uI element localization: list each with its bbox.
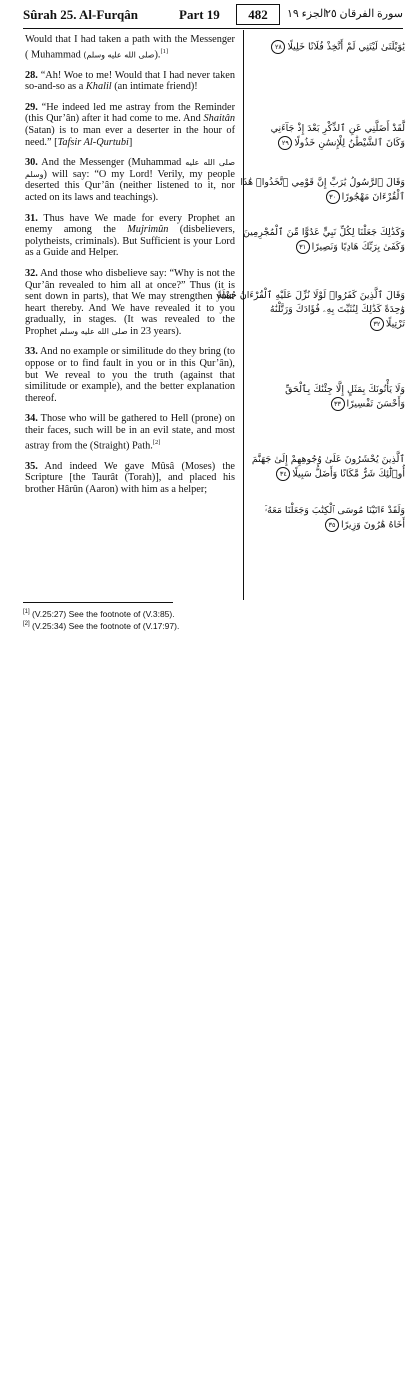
ayah-number-marker: ٢٩ (278, 136, 292, 150)
ayah-number-marker: ٣٠ (326, 190, 340, 204)
ayah-number-marker: ٢٨ (271, 40, 285, 54)
verse-translation (25, 70, 235, 93)
verse-text: (an intimate friend)! (111, 81, 198, 93)
arabic-line-text: أُو۟لَٰٓئِكَ شَرٌّ مَّكَانًا وَأَضَلُّ سَبِيلًا (292, 468, 405, 480)
arabic-line (250, 453, 405, 467)
arabic-line (250, 190, 405, 205)
arabic-line-text: وَلَا يَأْتُونَكَ بِمَثَلٍ إِلَّا جِئْنَٰكَ بِٱلْحَقِّ (285, 384, 405, 395)
footnote (23, 607, 403, 619)
arabic-line-text: تَرْتِيلًا (385, 318, 405, 330)
verse-translation (25, 34, 235, 61)
verse-number: 34. (25, 413, 38, 425)
ayah-number-marker: ٣٣ (331, 397, 345, 411)
arabic-line-text: وَٰحِدَةً كَذَٰلِكَ لِنُثَبِّتَ بِهِۦ فُؤَادَكَ وَرَتَّلْنَٰهُ (269, 304, 405, 315)
verse-text: Those who will be gathered to Hell (prone) on their faces, such will be in an evil state, and most astray from the (Straight) Path. (25, 413, 235, 452)
verse-text: ) will say: “O my Lord! Verily, my people deserted this Qur’ân (neither listened to it, nor acted on its laws and teachings). (25, 168, 235, 203)
arabic-verse (250, 453, 405, 482)
verse-number: 33. (25, 346, 38, 358)
verse-text: And those who disbelieve say: “Why is not the Qur’ân revealed to him all at once?” Thus (it is sent down in parts), that We may strengthen your heart thereby. And We have revealed it to you gradually, in stages. (It was revealed to the Prophet (25, 267, 235, 337)
arabic-line (250, 467, 405, 482)
verse-translation (25, 461, 235, 496)
arabic-line-text: وَكَذَٰلِكَ جَعَلْنَا لِكُلِّ نَبِيٍّ عَدُوًّا مِّنَ ٱلْمُجْرِمِينَ (243, 227, 405, 238)
verse-text: Khalil (85, 81, 112, 93)
verse-text: ] (128, 136, 133, 148)
footnote-text: (V.25:27) See the footnote of (V.3:85). (29, 608, 175, 619)
arabic-line-text: يَٰوَيْلَتَىٰ لَيْتَنِي لَمْ أَتَّخِذْ فُلَانًا خَلِيلًا (287, 41, 405, 53)
arabic-line (250, 504, 405, 518)
verse-translation (25, 268, 235, 338)
arabic-line (217, 289, 405, 303)
verse-text: Tafsir Al-Qurtubi (57, 136, 129, 148)
arabic-line (250, 303, 405, 317)
verse-translation (25, 413, 235, 451)
footnote (23, 619, 403, 631)
verse-text: “He indeed led me astray from the Reminder (this Qur’ân) after it had come to me. And (25, 101, 235, 125)
arabic-line (250, 136, 405, 151)
arabic-line-text: ٱلَّذِينَ يُحْشَرُونَ عَلَىٰ وُجُوهِهِمْ إِلَىٰ جَهَنَّمَ (251, 454, 405, 465)
arabic-line (250, 397, 405, 412)
verse-text: And the Messenger (Muhammad (37, 157, 186, 169)
part-label: Part 19 (179, 7, 220, 22)
verse-text: Mujrimûn (127, 224, 169, 236)
header-rule (23, 28, 403, 29)
arabic-line (240, 176, 405, 190)
arabic-line-text: وَقَالَ ٱلرَّسُولُ يَٰرَبِّ إِنَّ قَوْمِي ٱتَّخَذُوا۟ هَٰذَا (240, 177, 405, 188)
footnote-rule (23, 602, 173, 603)
verse-translation (25, 157, 235, 203)
arabic-line (250, 317, 405, 332)
verse-text: صلى الله عليه وسلم (59, 326, 128, 336)
english-translation (25, 34, 235, 504)
verse-text: “Ah! Woe to me! Would that I had never taken so-and-so as a (25, 69, 235, 93)
ayah-number-marker: ٣١ (296, 240, 310, 254)
arabic-line-text: وَلَقَدْ ءَاتَيْنَا مُوسَى ٱلْكِتَٰبَ وَجَعَلْنَا مَعَهُۥٓ (264, 505, 405, 516)
arabic-verse (243, 226, 405, 255)
page-number: 482 (236, 4, 280, 25)
surah-title: Sûrah 25. Al-Furqân (23, 7, 138, 22)
verse-text: (Satan) is to man ever a deserter in the hour of need.” [ (25, 124, 235, 148)
verse-text: in 23 years). (127, 325, 182, 337)
arabic-verse (250, 504, 405, 533)
arabic-verse (217, 289, 405, 332)
ayah-number-marker: ٣٥ (325, 518, 339, 532)
verse-text: And no example or similitude do they bring (to oppose or to find fault in you or in this Qur’ân), but We reveal to you the truth (against that similitude or example), and the better explanation thereof. (25, 346, 235, 404)
verse-number: 29. (25, 101, 38, 113)
juz-arabic: الجزء ١٩ (287, 8, 327, 20)
verse-number: 30. (25, 157, 38, 169)
arabic-line-text: وَكَانَ ٱلشَّيْطَٰنُ لِلْإِنسَٰنِ خَذُولًا (294, 137, 405, 149)
arabic-line (243, 226, 405, 240)
arabic-line-text: لَّقَدْ أَضَلَّنِي عَنِ ٱلذِّكْرِ بَعْدَ إِذْ جَآءَنِي (270, 123, 405, 134)
footnote-text: (V.25:34) See the footnote of (V.17:97). (29, 620, 180, 631)
verse-number: 28. (25, 69, 38, 81)
arabic-line (250, 518, 405, 533)
ayah-number-marker: ٣٢ (370, 317, 384, 331)
verse-number: 32. (25, 267, 38, 279)
verse-text: Would that I had taken a path with the Messenger ( Muhammad (25, 34, 235, 61)
verse-number: 35. (25, 460, 38, 472)
verse-text: And indeed We gave Mûsâ (Moses) the Scripture [the Taurât (Torah)], and placed his brother Hârûn (Aaron) with him as a helper; (25, 460, 235, 495)
arabic-line (250, 40, 405, 55)
verse-text: (disbelievers, polytheists, criminals). But Sufficient is your Lord as a Guide and Helper. (25, 224, 235, 259)
arabic-verse (250, 40, 405, 55)
verse-text: (صلى الله عليه وسلم (83, 50, 155, 60)
verse-text: Thus have We made for every Prophet an enemy among the (25, 212, 235, 236)
arabic-verse (240, 176, 405, 205)
arabic-line (250, 383, 405, 397)
verse-number: 31. (25, 212, 38, 224)
footnotes (23, 607, 403, 631)
arabic-line-text: وَقَالَ ٱلَّذِينَ كَفَرُوا۟ لَوْلَا نُزِّلَ عَلَيْهِ ٱلْقُرْءَانُ جُمْلَةً (217, 290, 405, 301)
arabic-verse (250, 122, 405, 151)
page-header (23, 4, 403, 28)
verse-text: صلى الله عليه وسلم (25, 158, 235, 179)
verse-translation (25, 102, 235, 148)
arabic-line-text: ٱلْقُرْءَانَ مَهْجُورًا (341, 191, 405, 203)
verse-translation (25, 346, 235, 404)
surah-title-arabic: سورة الفرقان ٢٥ (324, 8, 403, 20)
arabic-line-text: وَكَفَىٰ بِرَبِّكَ هَادِيًا وَنَصِيرًا (311, 241, 405, 253)
footnote-ref: [1] (160, 47, 169, 55)
arabic-line-text: وَأَحْسَنَ تَفْسِيرًا (346, 398, 405, 410)
footnote-mark: [1] (23, 609, 30, 615)
arabic-line-text: أَخَاهُ هَٰرُونَ وَزِيرًا (341, 519, 405, 531)
ayah-number-marker: ٣٤ (276, 467, 290, 481)
footnote-mark: [2] (23, 620, 30, 627)
verse-translation (25, 213, 235, 259)
arabic-line (250, 240, 405, 255)
arabic-line (250, 122, 405, 136)
footnote-ref: [2] (152, 438, 161, 446)
verse-text: ). (154, 49, 161, 61)
arabic-verse (250, 383, 405, 412)
column-divider (243, 30, 244, 600)
verse-text: Shaitân (203, 113, 235, 125)
